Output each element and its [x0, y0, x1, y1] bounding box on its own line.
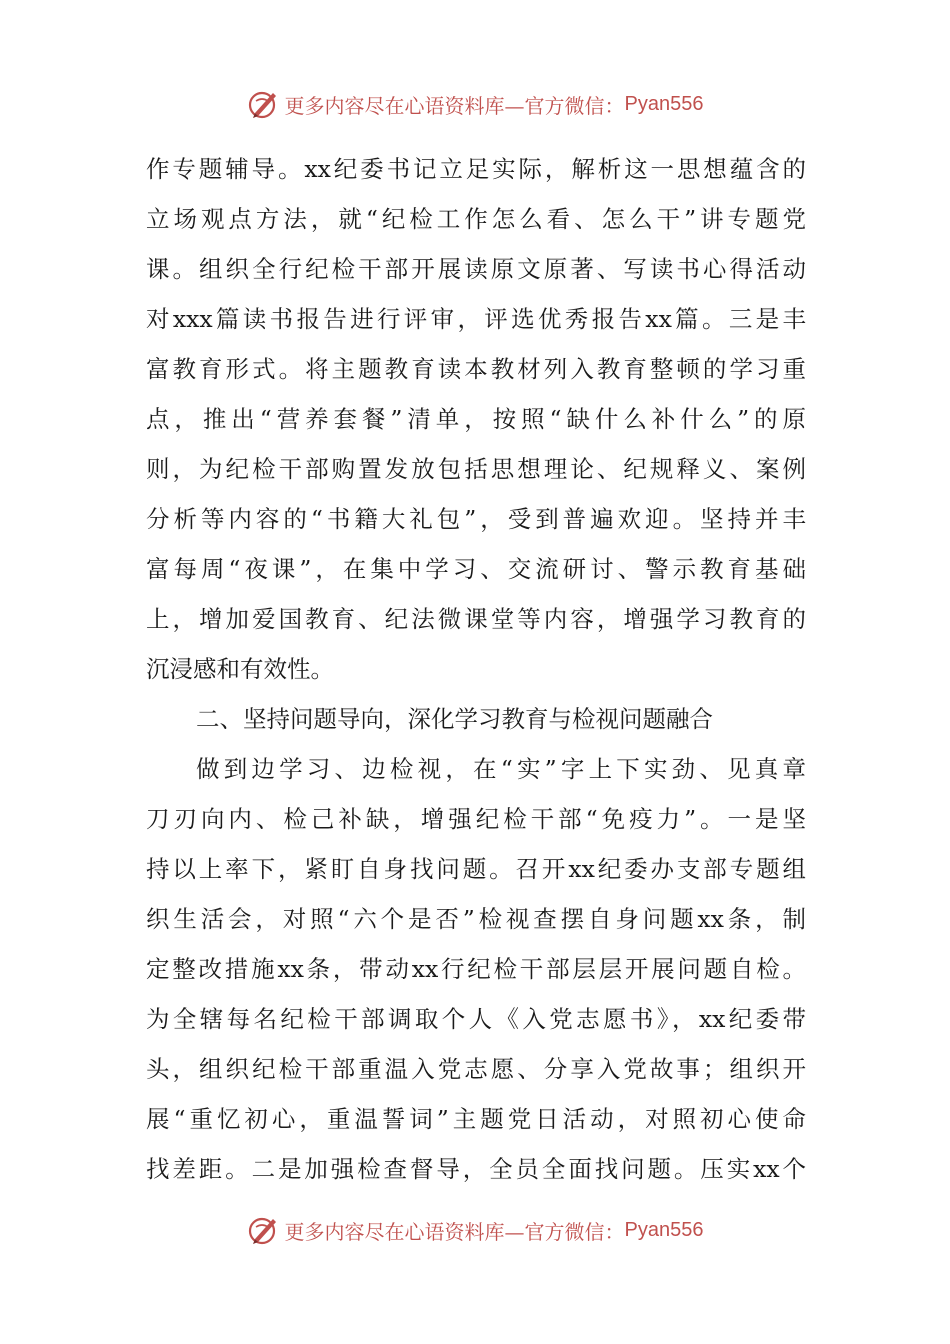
header-banner [0, 84, 950, 124]
header-wechat-id: Pyan556 [624, 92, 704, 115]
text-line: 展“重忆初心，重温誓词”主题党日活动，对照初心使命 [146, 1105, 806, 1133]
text-line: 做到边学习、边检视，在“实”字上下实劲、见真章 [196, 755, 806, 783]
text-line: 头，组织纪检干部重温入党志愿、分享入党故事；组织开 [146, 1055, 806, 1083]
footer-banner-text: 更多内容尽在心语资料库—官方微信： [284, 1219, 625, 1244]
text-line: 立场观点方法，就“纪检工作怎么看、怎么干”讲专题党 [146, 205, 806, 233]
section-heading: 二、坚持问题导向，深化学习教育与检视问题融合 [196, 705, 713, 733]
text-line: 课。组织全行纪检干部开展读原文原著、写读书心得活动 [146, 255, 806, 283]
text-line: 点，推出“营养套餐”清单，按照“缺什么补什么”的原 [146, 405, 806, 433]
text-line: 织生活会，对照“六个是否”检视查摆自身问题xx条，制 [146, 905, 806, 933]
text-line: 富教育形式。将主题教育读本教材列入教育整顿的学习重 [146, 355, 806, 383]
footer-wechat-id: Pyan556 [624, 1218, 704, 1241]
document-body [146, 144, 806, 1194]
pen-logo-icon [247, 87, 281, 121]
text-line: 上，增加爱国教育、纪法微课堂等内容，增强学习教育的 [146, 605, 806, 633]
pen-logo-icon [247, 1213, 281, 1247]
header-banner-text: 更多内容尽在心语资料库—官方微信： [284, 93, 625, 118]
text-line: 为全辖每名纪检干部调取个人《入党志愿书》，xx纪委带 [146, 1005, 806, 1033]
text-line: 找差距。二是加强检查督导，全员全面找问题。压实xx个 [146, 1155, 806, 1183]
text-line: 持以上率下，紧盯自身找问题。召开xx纪委办支部专题组 [146, 855, 806, 883]
text-line: 沉浸感和有效性。 [146, 655, 334, 683]
text-line: 定整改措施xx条，带动xx行纪检干部层层开展问题自检。 [146, 955, 806, 983]
text-line: 对xxx篇读书报告进行评审，评选优秀报告xx篇。三是丰 [146, 305, 806, 333]
footer-banner [0, 1210, 950, 1250]
text-line: 刀刃向内、检己补缺，增强纪检干部“免疫力”。一是坚 [146, 805, 806, 833]
text-line: 则，为纪检干部购置发放包括思想理论、纪规释义、案例 [146, 455, 806, 483]
text-line: 富每周“夜课”，在集中学习、交流研讨、警示教育基础 [146, 555, 806, 583]
text-line: 作专题辅导。xx纪委书记立足实际，解析这一思想蕴含的 [146, 155, 806, 183]
text-line: 分析等内容的“书籍大礼包”，受到普遍欢迎。坚持并丰 [146, 505, 806, 533]
